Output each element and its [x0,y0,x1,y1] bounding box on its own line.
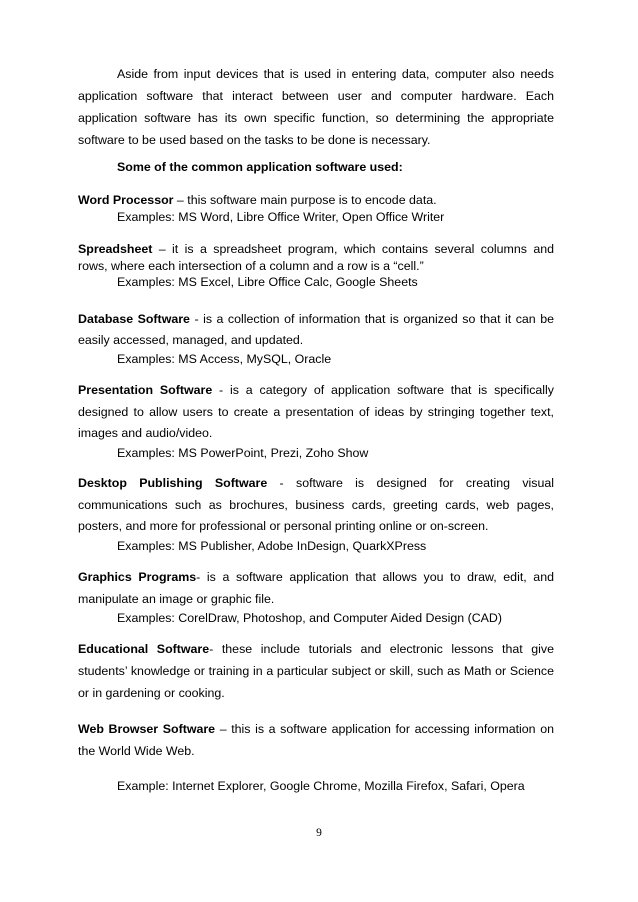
entry-term: Desktop Publishing Software [78,476,268,490]
entry-term: Database Software [78,312,190,326]
entry-desktop-publishing-software [78,473,554,538]
entry-graphics-programs [78,567,554,610]
entry-description: - is a collection of information that is organized so that it can be easily accessed, managed, and updated. [78,312,554,347]
entry-description: – this is a software application for accessing information on the World Wide Web. [78,722,554,758]
entry-examples: Examples: MS PowerPoint, Prezi, Zoho Show [117,446,369,460]
intro-paragraph: Aside from input devices that is used in entering data, computer also needs application software that interact between user and computer hardware. Each application software has its own specific function, so determining the appropriate software to be used based on the tasks to be done is necessary. [78,67,554,147]
entry-term: Presentation Software [78,383,213,397]
entry-examples: Examples: MS Access, MySQL, Oracle [117,352,332,366]
entry-description: – it is a spreadsheet program, which contains several columns and rows, where each intersection of a column and a row is a “cell.” [78,242,554,273]
entry-examples: Examples: MS Word, Libre Office Writer, Open Office Writer [117,210,445,224]
entry-description: - is a software application that allows you to draw, edit, and manipulate an image or graphic file. [78,570,554,606]
entry-term: Spreadsheet [78,242,153,256]
entry-word-processor [78,192,554,209]
entry-description: - is a category of application software that is specifically designed to allow users to create a presentation of ideas by stringing together text, images and audio/video. [78,383,554,440]
entry-database-software [78,309,554,351]
entry-description: - software is designed for creating visual communications such as brochures, business cards, greeting cards, web pages, posters, and more for professional or personal printing online or on-screen. [78,476,554,533]
entry-web-browser-software [78,718,554,762]
entry-term: Web Browser Software [78,722,216,736]
entry-description: – this software main purpose is to encode data. [173,193,437,207]
entry-examples: Examples: CorelDraw, Photoshop, and Computer Aided Design (CAD) [117,611,502,625]
entry-educational-software [78,638,554,704]
entry-term: Word Processor [78,193,174,207]
page-number: 9 [316,827,322,839]
entry-term: Educational Software [78,642,210,656]
entry-examples: Examples: MS Excel, Libre Office Calc, Google Sheets [117,275,418,289]
entry-spreadsheet [78,241,554,275]
entry-examples: Examples: MS Publisher, Adobe InDesign, QuarkXPress [117,539,427,553]
entry-term: Graphics Programs [78,570,197,584]
entry-examples: Example: Internet Explorer, Google Chrome, Mozilla Firefox, Safari, Opera [117,779,525,793]
entry-description: - these include tutorials and electronic lessons that give students’ knowledge or training in a particular subject or skill, such as Math or Science or in gardening or cooking. [78,642,554,700]
entry-presentation-software [78,380,554,445]
section-heading: Some of the common application software used: [117,160,403,174]
